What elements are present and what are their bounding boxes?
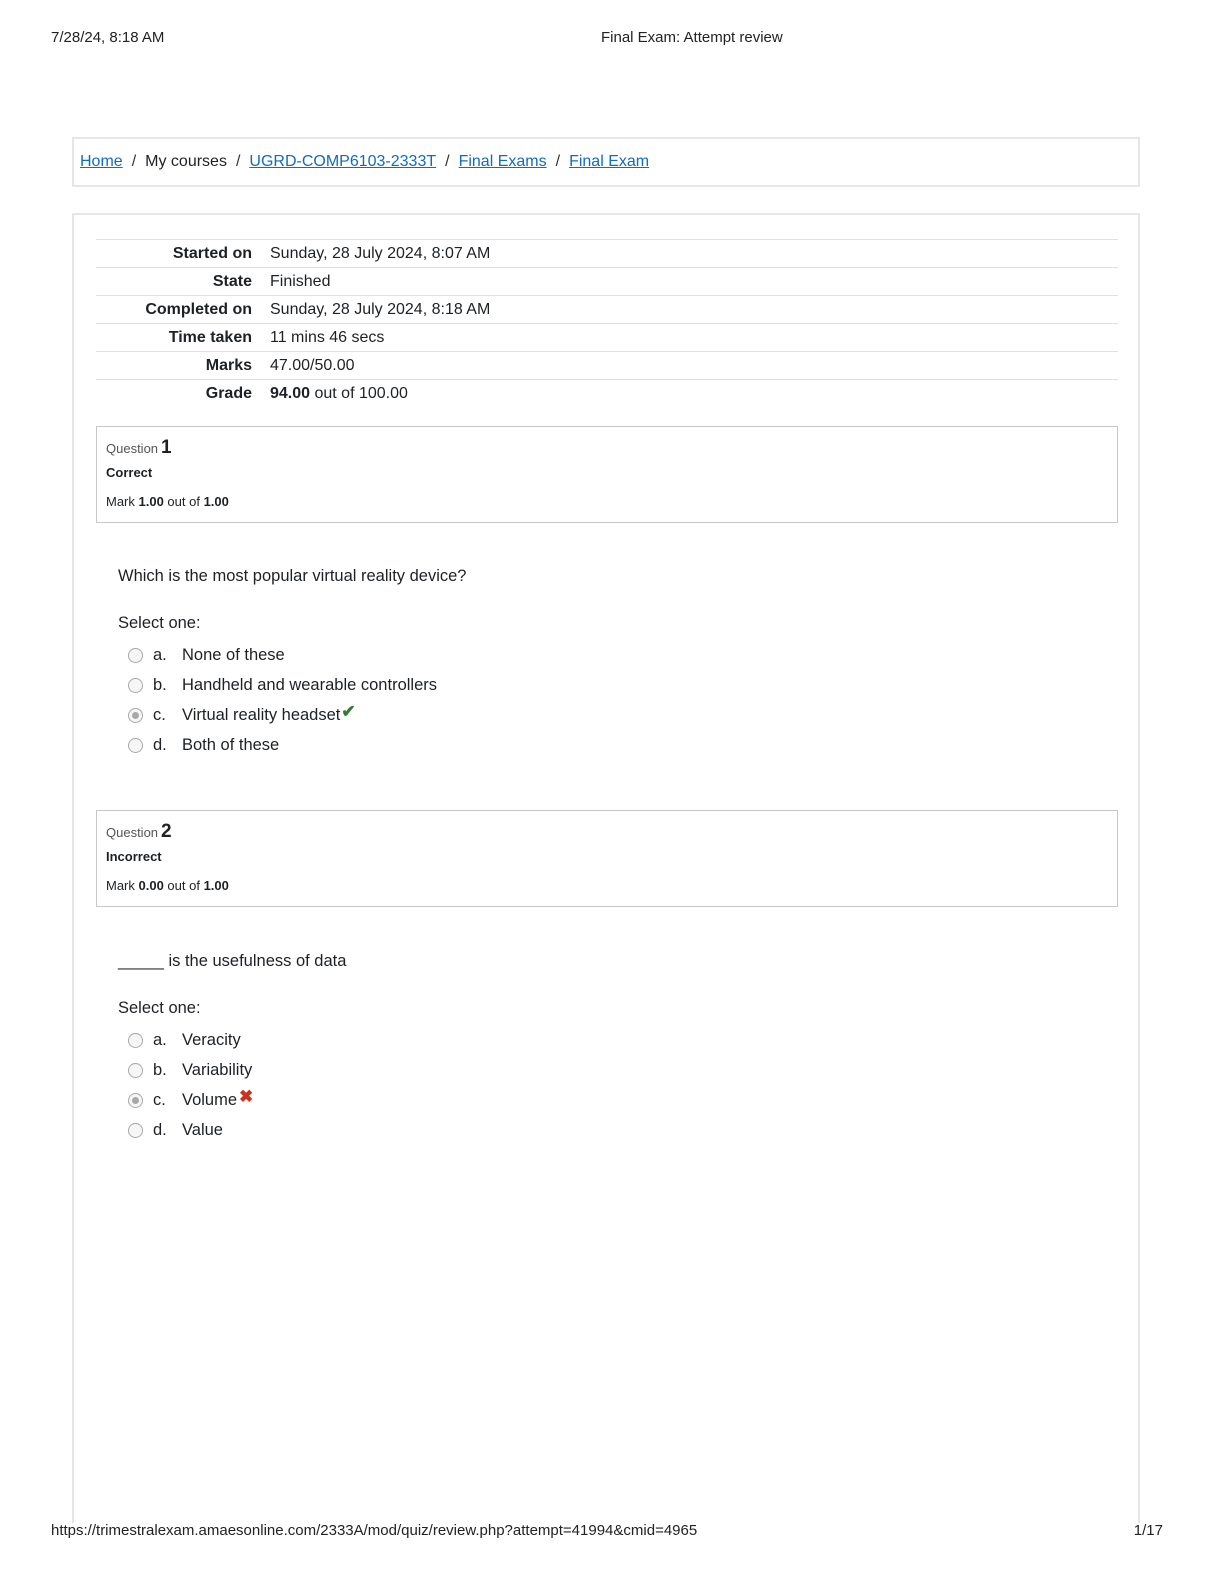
option-letter: c. — [153, 705, 166, 724]
breadcrumb-course[interactable]: UGRD-COMP6103-2333T — [249, 153, 437, 170]
question-number-value: 1 — [161, 437, 172, 458]
mark-mid: out of — [163, 494, 204, 509]
question-content-1 — [118, 567, 466, 760]
option-letter: b. — [153, 675, 167, 694]
summary-value: Sunday, 28 July 2024, 8:18 AM — [270, 301, 491, 318]
option-text: Veracity — [182, 1030, 241, 1049]
summary-value: 11 mins 46 secs — [270, 329, 385, 346]
answer-option-b[interactable] — [118, 670, 466, 700]
radio-button[interactable] — [128, 1033, 143, 1048]
radio-button[interactable] — [128, 1063, 143, 1078]
answer-option-a[interactable] — [118, 1025, 346, 1055]
question-grade — [106, 878, 1117, 893]
summary-label: Started on — [172, 245, 252, 262]
check-icon: ✔ — [341, 702, 356, 721]
option-letter: b. — [153, 1060, 167, 1079]
print-datetime: 7/28/24, 8:18 AM — [51, 29, 165, 46]
summary-value: 47.00/50.00 — [270, 357, 355, 374]
question-text: _____ is the usefulness of data — [118, 952, 347, 970]
question-state: Incorrect — [106, 849, 162, 864]
question-info-2 — [96, 810, 1118, 907]
summary-value — [260, 380, 1118, 408]
option-text: Handheld and wearable controllers — [182, 675, 437, 694]
option-letter: d. — [153, 1120, 167, 1139]
summary-row-completed — [96, 296, 1118, 324]
mark-value: 0.00 — [138, 878, 164, 893]
answer-option-c[interactable] — [118, 1085, 346, 1115]
answer-option-d[interactable] — [118, 730, 466, 760]
option-letter: d. — [153, 735, 167, 754]
question-text: Which is the most popular virtual reality device? — [118, 567, 467, 585]
mark-max: 1.00 — [203, 494, 229, 509]
breadcrumb-separator: / — [555, 153, 561, 170]
radio-button[interactable] — [128, 678, 143, 693]
question-state: Correct — [106, 465, 153, 480]
print-header — [0, 29, 1224, 49]
summary-row-grade — [96, 380, 1118, 408]
breadcrumb-separator: / — [131, 153, 137, 170]
radio-button-checked[interactable] — [128, 708, 143, 723]
print-page-number: 1/17 — [1133, 1522, 1163, 1539]
radio-button[interactable] — [128, 648, 143, 663]
attempt-summary-table — [96, 239, 1118, 408]
print-url: https://trimestralexam.amaesonline.com/2333A/mod/quiz/review.php?attempt=41994&cmid=4965 — [51, 1522, 698, 1539]
breadcrumb-my-courses: My courses — [145, 153, 227, 170]
mark-mid: out of — [163, 878, 204, 893]
summary-label: Completed on — [145, 301, 252, 318]
answer-option-c[interactable] — [118, 700, 466, 730]
radio-button[interactable] — [128, 1123, 143, 1138]
print-footer — [0, 1522, 1224, 1542]
question-grade — [106, 494, 1117, 509]
grade-out-of: out of 100.00 — [310, 385, 408, 403]
summary-row-started — [96, 240, 1118, 268]
question-content-2 — [118, 952, 346, 1145]
cross-icon: ✖ — [239, 1087, 254, 1106]
breadcrumb-home[interactable]: Home — [80, 153, 123, 170]
radio-button[interactable] — [128, 738, 143, 753]
answer-option-d[interactable] — [118, 1115, 346, 1145]
print-title: Final Exam: Attempt review — [601, 29, 783, 46]
option-letter: c. — [153, 1090, 166, 1109]
question-number-value: 2 — [161, 821, 172, 842]
option-text: Both of these — [182, 735, 280, 754]
question-label: Question — [106, 825, 159, 840]
breadcrumb-separator: / — [445, 153, 450, 170]
option-text: Variability — [182, 1060, 253, 1079]
radio-button-checked[interactable] — [128, 1093, 143, 1108]
breadcrumb-final-exam[interactable]: Final Exam — [569, 153, 650, 170]
mark-value: 1.00 — [138, 494, 164, 509]
answer-option-b[interactable] — [118, 1055, 346, 1085]
breadcrumb-final-exams[interactable]: Final Exams — [458, 153, 547, 170]
option-text: Volume — [182, 1090, 238, 1109]
summary-value: Sunday, 28 July 2024, 8:07 AM — [270, 245, 491, 262]
breadcrumb-separator: / — [235, 153, 241, 170]
summary-label: Grade — [205, 385, 252, 403]
question-number — [106, 821, 1117, 843]
summary-row-time-taken — [96, 324, 1118, 352]
question-number — [106, 437, 1117, 459]
mark-max: 1.00 — [203, 878, 229, 893]
select-one-prompt: Select one: — [118, 999, 201, 1017]
summary-label: State — [212, 273, 252, 290]
mark-prefix: Mark — [106, 494, 139, 509]
option-text: Value — [182, 1120, 223, 1139]
answer-option-a[interactable] — [118, 640, 466, 670]
summary-value: Finished — [270, 273, 331, 290]
question-info-1 — [96, 426, 1118, 523]
option-letter: a. — [153, 645, 167, 664]
question-label: Question — [106, 441, 159, 456]
option-text: Virtual reality headset — [182, 705, 341, 724]
breadcrumb — [72, 137, 1140, 187]
select-one-prompt: Select one: — [118, 614, 201, 632]
summary-row-state — [96, 268, 1118, 296]
option-letter: a. — [153, 1030, 167, 1049]
summary-row-marks — [96, 352, 1118, 380]
summary-label: Marks — [205, 357, 252, 374]
attempt-review-panel — [72, 213, 1140, 1523]
option-text: None of these — [182, 645, 285, 664]
summary-label: Time taken — [168, 329, 252, 346]
mark-prefix: Mark — [106, 878, 139, 893]
grade-value: 94.00 — [270, 385, 311, 403]
